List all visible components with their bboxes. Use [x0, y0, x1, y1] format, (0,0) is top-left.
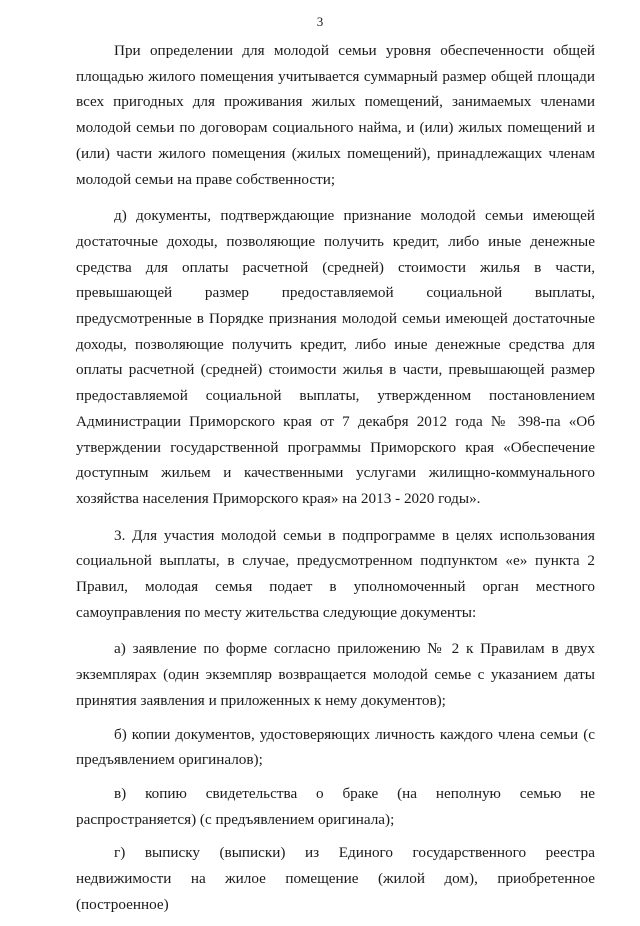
paragraph-item-g: г) выписку (выписки) из Единого государственного реестра недвижимости на жилое помещение (жилой дом), приобретенное (построенное) — [76, 844, 595, 913]
page-number: 3 — [316, 14, 324, 29]
paragraph-section-3: 3. Для участия молодой семьи в подпрограмме в целях использования социальной выплаты, в случае, предусмотренном подпунктом «е» пункта 2 Правил, молодая семья подает в уполномоченный орган местного самоуправления по месту жительства следующие документы: — [76, 526, 595, 621]
paragraph-item-d: д) документы, подтверждающие признание молодой семьи имеющей достаточные доходы, позволяющие получить кредит, либо иные денежные средства для оплаты расчетной (средней) стоимости жилья в части, превышающей размер предоставляемой социальной выплаты, предусмотренные в Порядке признания молодой семьи имеющей достаточные доходы, позволяющие получить кредит, либо иные денежные средства для оплаты расчетной (средней) стоимости жилья в части, превышающей размер предоставляемой социальной выплаты, утвержденном постановлением Администрации Приморского края от 7 декабря 2012 года № 398-па «Об утверждении государственной программы Приморского края «Обеспечение доступным жильем и качественными услугами жилищно-коммунального хозяйства населения Приморского края» на 2013 - 2020 годы». — [76, 207, 595, 507]
paragraph-living-space: При определении для молодой семьи уровня обеспеченности общей площадью жилого помещения учитывается суммарный размер общей площади всех пригодных для проживания жилых помещений, занимаемых членами молодой семьи по договорам социального найма, и (или) жилых помещений и (или) части жилого помещения (жилых помещений), принадлежащих членам молодой семьи на праве собственности; — [76, 42, 595, 188]
paragraph-item-a: а) заявление по форме согласно приложению № 2 к Правилам в двух экземплярах (один экземпляр возвращается молодой семье с указанием даты принятия заявления и приложенных к нему документов); — [76, 640, 595, 709]
paragraph-item-v: в) копию свидетельства о браке (на неполную семью не распространяется) (с предъявлением оригинала); — [76, 784, 595, 828]
document-body — [76, 38, 595, 926]
paragraph-item-b: б) копии документов, удостоверяющих личность каждого члена семьи (с предъявлением оригиналов); — [76, 725, 595, 769]
